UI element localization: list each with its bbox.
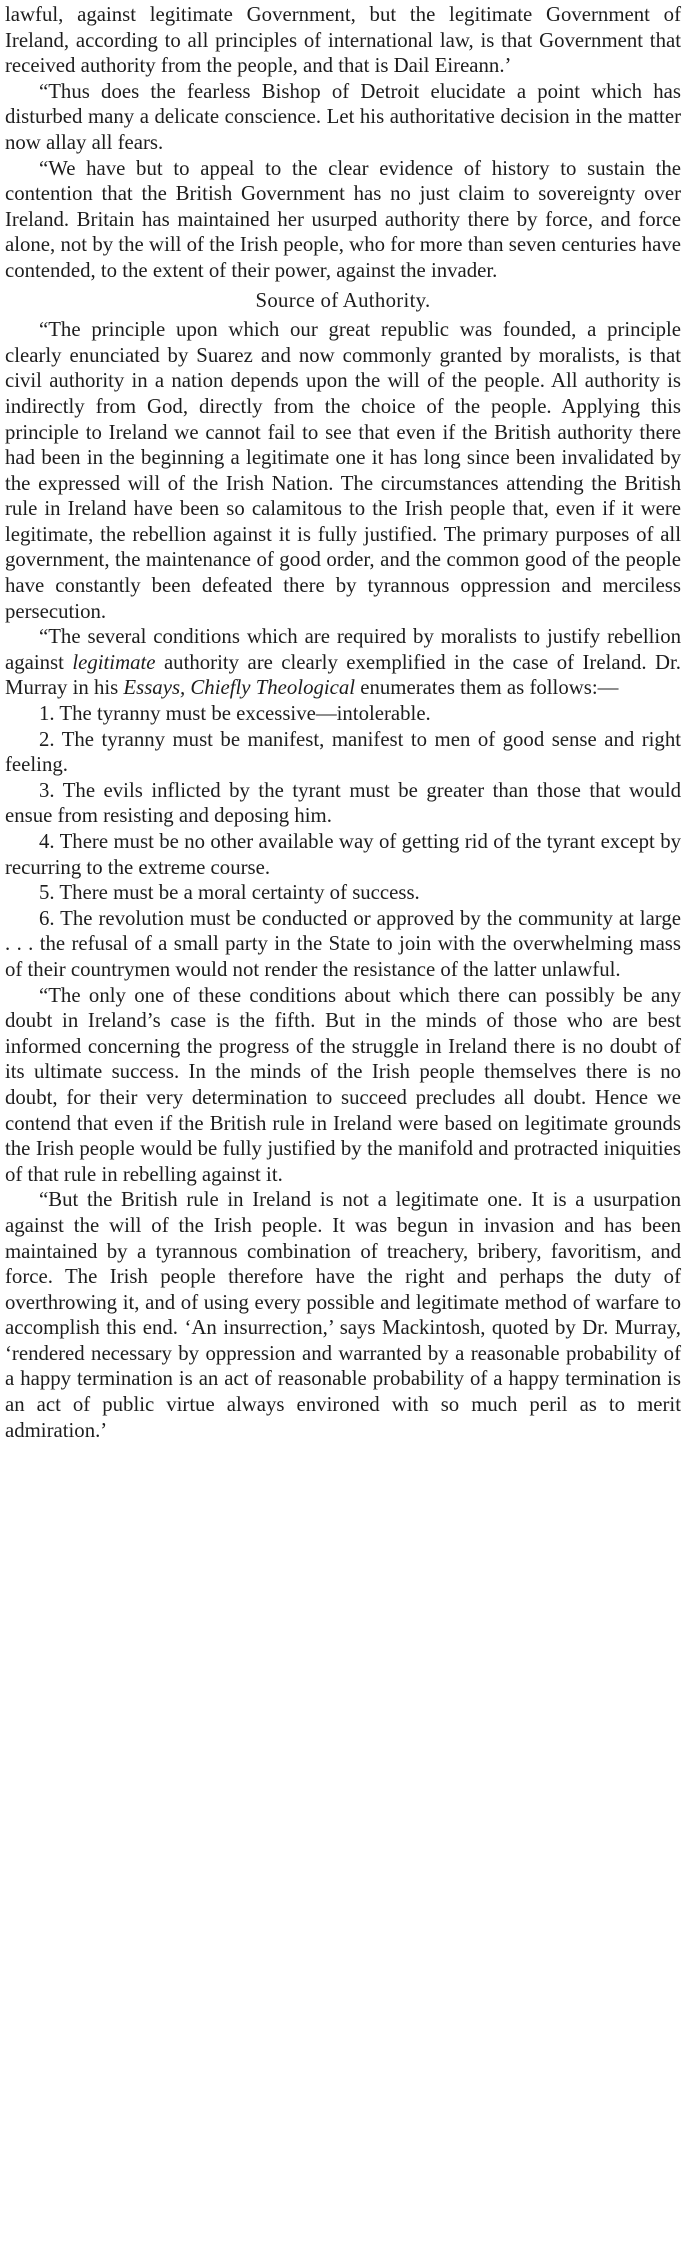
condition-item: 6. The revolution must be conducted or approved by the community at large . . . the refusal of a small party in the State to join with the overwhelming mass of their countrymen would not render the resistance of the latter unlawful. <box>5 906 681 981</box>
paragraph-history: “We have but to appeal to the clear evidence of history to sustain the contention that the British Government has no just claim to sovereignty over Ireland. Britain has maintained her usurped authority there by force, and force alone, not by the will of the Irish people, who for more than seven centuries have contended, to the extent of their power, against the invader. <box>5 156 681 282</box>
paragraph-fifth-condition: “The only one of these conditions about which there can possibly be any doubt in Ireland’s case is the fifth. But in the minds of those who are best informed concerning the progress of the struggle in Ireland there is no doubt of its ultimate success. In the minds of the Irish people themselves there is no doubt, for their very determination to succeed precludes all doubt. Hence we contend that even if the British rule in Ireland were based on legitimate grounds the Irish people would be fully justified by the manifold and protracted iniquities of that rule in rebelling against it. <box>5 983 681 1186</box>
section-heading: Source of Authority. <box>255 288 431 312</box>
book-title-italic: Essays, Chiefly Theological <box>123 676 356 700</box>
condition-item: 2. The tyranny must be manifest, manifest to men of good sense and right feeling. <box>5 727 681 777</box>
paragraph-usurpation: “But the British rule in Ireland is not a legitimate one. It is a usurpation against the will of the Irish people. It was begun in invasion and has been maintained by a tyrannous combination of treachery, bribery, favoritism, and force. The Irish people therefore have the right and perhaps the duty of overthrowing it, and of using every possible and legitimate method of warfare to accomplish this end. ‘An insurrection,’ says Mackintosh, quoted by Dr. Murray, ‘rendered necessary by oppression and warranted by a reasonable probability of a happy termination is an act of reasonable probability of a happy termination is an act of public virtue always environed with so much peril as to merit admiration.’ <box>5 1188 681 1442</box>
conditions-intro-text-a: “The several conditions which are required by moralists to justify rebellion against <box>5 625 681 674</box>
opening-paragraph: lawful, against legitimate Government, but the legitimate Government of Ireland, according to all principles of international law, is that Government that received authority from the people, and that is Dail Eireann.’ <box>5 3 681 78</box>
condition-item: 4. There must be no other available way of getting rid of the tyrant except by recurring to the extreme course. <box>5 830 681 879</box>
condition-item: 3. The evils inflicted by the tyrant must be greater than those that would ensue from resisting and deposing him. <box>5 778 681 828</box>
paragraph-principle: “The principle upon which our great republic was founded, a principle clearly enunciated by Suarez and now commonly granted by moralists, is that civil authority in a nation depends upon the will of the people. All authority is indirectly from God, directly from the choice of the people. Applying this principle to Ireland we cannot fail to see that even if the British authority there had been in the beginning a legitimate one it has long since been invalidated by the expressed will of the Irish Nation. The circumstances attending the British rule in Ireland have been so calamitous to the Irish people that, even if it were legitimate, the rebellion against it is fully justified. The primary purposes of all government, the maintenance of good order, and the common good of the people have constantly been defeated there by tyrannous oppression and merciless persecution. <box>5 318 681 623</box>
paragraph-conditions-intro <box>5 624 681 701</box>
conditions-intro-text-c: enumerates them as follows:— <box>355 676 619 700</box>
conditions-intro-italic-legitimate: legitimate <box>72 650 156 674</box>
condition-item: 5. There must be a moral certainty of success. <box>39 881 420 905</box>
conditions-intro-text-b: authority are clearly exemplified in the case of Ireland. Dr. Murray in his <box>5 650 681 700</box>
conditions-list <box>5 701 681 983</box>
condition-item: 1. The tyranny must be excessive—intolerable. <box>39 702 431 726</box>
paragraph-bishop-detroit: “Thus does the fearless Bishop of Detroit elucidate a point which has disturbed many a delicate conscience. Let his authoritative decision in the matter now allay all fears. <box>5 79 681 154</box>
